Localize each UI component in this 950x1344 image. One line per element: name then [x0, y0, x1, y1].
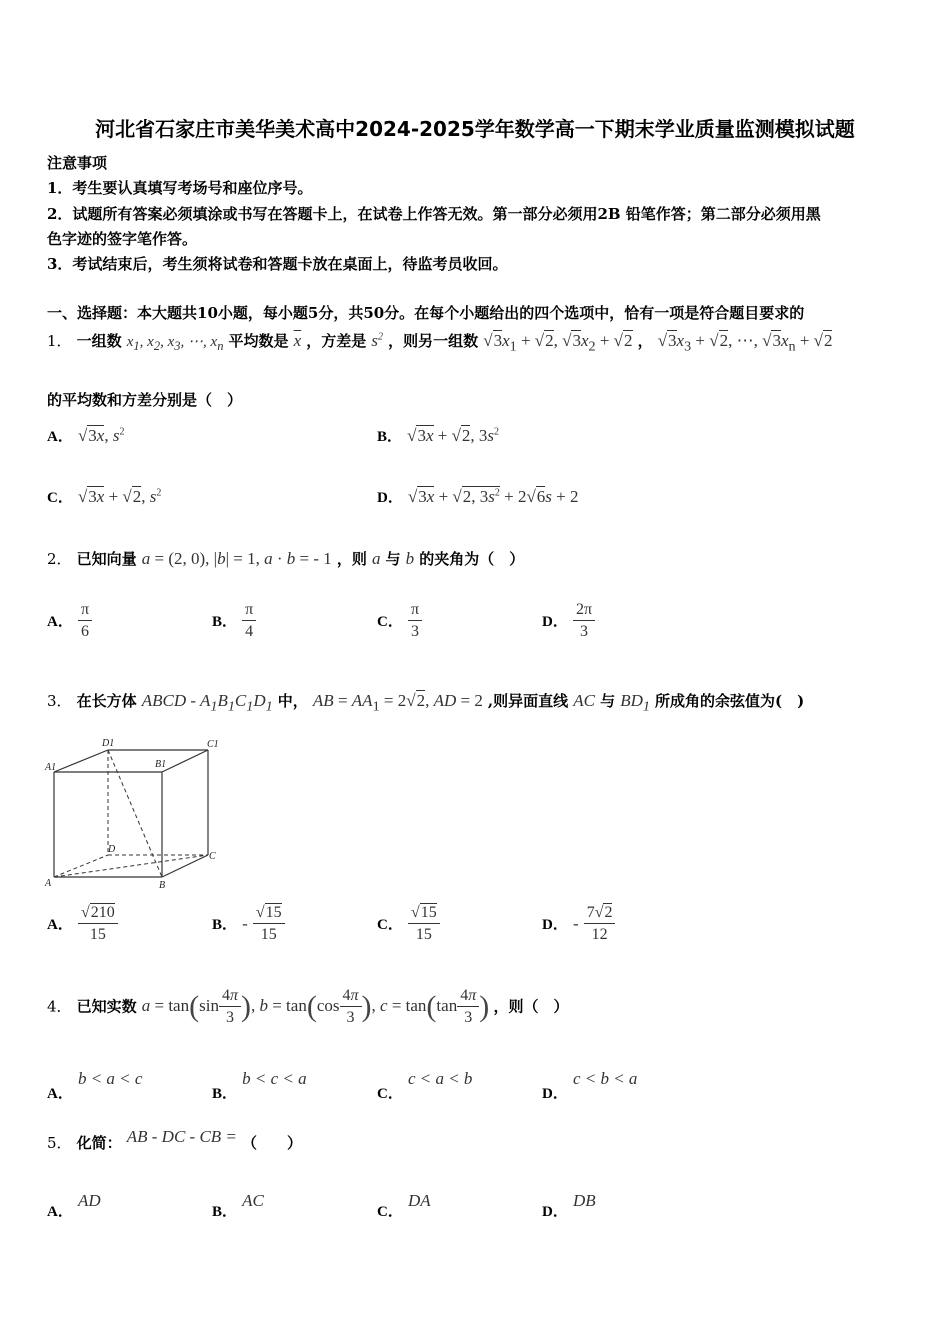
math-expression: a = (2, 0), |b| = 1, a · b = - 1	[141, 549, 332, 568]
question-4: 4． 已知实数 a = tan(sin $\frac{4\pi}{3}$ ), b = tan(cos $\frac{4\pi}{3}$ ), c = tan(tan $\frac{4\pi}{3}$ ) ，则（ ）	[47, 987, 569, 1026]
option-d[interactable]: D． √3x + √2, $3s^2 + 2√6s + 2$	[377, 487, 579, 506]
question-number: 2．	[47, 550, 72, 568]
option-d[interactable]: D． c < b < a	[542, 1069, 638, 1102]
option-b[interactable]: B． $\frac{\pi}{4}$	[212, 600, 256, 643]
math-expression: $√3x_3 + √2$, ⋯, $√3x_n + √2$	[657, 331, 833, 355]
option-d[interactable]: D． DB	[542, 1191, 596, 1220]
question-5: 5． 化简： AB - DC - CB = （ ）	[47, 1127, 303, 1152]
question-1: 1． 一组数 $x_1$, $x_2$, $x_3$, ⋯, $x_n$ 平均数是 $\overline{x}$ ，方差是 $s^2$ ，则另一组数 $√3x_1 + √2$, $√3x_2 + √2$ ， $√3x_3 + √2$, ⋯, $√3x_n + √2$	[47, 331, 833, 355]
question-1-tail: 的平均数和方差分别是（ ）	[47, 391, 243, 409]
question-2: 2． 已知向量 a = (2, 0), |b| = 1, a · b = - 1 ，则 a 与 b 的夹角为（ ）	[47, 549, 525, 568]
option-c[interactable]: C． $\frac{√15}{15}$	[377, 903, 440, 946]
option-c[interactable]: C． $\frac{\pi}{3}$	[377, 600, 422, 643]
vertex-label: C1	[207, 739, 219, 750]
note-item: 3．考试结束后，考生须将试卷和答题卡放在桌面上，待监考员收回。	[47, 255, 508, 273]
note-item: 色字迹的签字笔作答。	[47, 230, 198, 248]
option-b[interactable]: B． - $\frac{√15}{15}$	[212, 903, 285, 946]
question-3: 3． 在长方体 ABCD - $A_1B_1C_1D_1$ 中， AB = $AA_1 = 2√2$, AD = 2 ,则异面直线 AC 与 $BD_1$ 所成角的余弦值为( )	[47, 691, 805, 715]
notes-heading: 注意事项	[47, 154, 108, 172]
cuboid-figure	[44, 735, 224, 895]
note-item: 1．考生要认真填写考场号和座位序号。	[47, 179, 313, 197]
question-number: 5．	[47, 1134, 72, 1152]
option-c[interactable]: C． c < a < b	[377, 1069, 473, 1102]
option-c[interactable]: C． DA	[377, 1191, 431, 1220]
question-number: 3．	[47, 692, 72, 710]
option-a[interactable]: A． b < a < c	[47, 1069, 143, 1102]
vertex-label: A1	[45, 762, 57, 773]
option-a[interactable]: A． AD	[47, 1191, 101, 1220]
vertex-label: A	[45, 878, 52, 889]
vertex-label: D1	[102, 738, 115, 749]
option-b[interactable]: B． AC	[212, 1191, 264, 1220]
option-a[interactable]: A． $\frac{√210}{15}$	[47, 903, 118, 946]
question-number: 4．	[47, 997, 72, 1016]
option-b[interactable]: B． √3x + √2, $3s^2$	[377, 426, 500, 445]
option-a[interactable]: A． √3x, $s^2$	[47, 426, 125, 445]
diagonal-bd1	[108, 750, 162, 877]
edge	[54, 750, 108, 772]
vertex-label: C	[209, 851, 216, 862]
option-d[interactable]: D． - $\frac{7√2}{12}$	[542, 903, 615, 946]
hidden-edge	[54, 855, 108, 877]
math-expression: $√3x_1 + √2$, $√3x_2 + √2$	[483, 331, 633, 355]
edge	[162, 855, 208, 877]
option-a[interactable]: A． $\frac{\pi}{6}$	[47, 600, 92, 643]
section-heading: 一、选择题：本大题共10小题，每小题5分，共50分。在每个小题给出的四个选项中，恰有一项是符合题目要求的	[47, 304, 805, 322]
page-title: 河北省石家庄市美华美术高中2024-2025学年数学高一下期末学业质量监测模拟试题	[95, 117, 855, 141]
note-item: 2．试题所有答案必须填涂或书写在答题卡上，在试卷上作答无效。第一部分必须用2B 铅笔作答；第二部分必须用黑	[47, 205, 821, 223]
vertex-label: B	[159, 880, 166, 891]
vertex-label: D	[108, 844, 116, 855]
question-number: 1．	[47, 332, 72, 350]
option-c[interactable]: C． √3x + √2, $s^2$	[47, 487, 162, 506]
edge	[162, 750, 208, 772]
math-expression: AB - DC - CB =	[126, 1127, 237, 1146]
math-expression: $x_1$, $x_2$, $x_3$, ⋯, $x_n$	[126, 334, 224, 353]
option-d[interactable]: D． $\frac{2\pi}{3}$	[542, 600, 595, 643]
option-b[interactable]: B． b < c < a	[212, 1069, 307, 1102]
vertex-label: B1	[155, 759, 167, 770]
math-expression: a = tan(sin $\frac{4\pi}{3}$ ), b = tan(cos $\frac{4\pi}{3}$ ), c = tan(tan $\frac{4\pi}{3}$ )	[141, 987, 490, 1026]
